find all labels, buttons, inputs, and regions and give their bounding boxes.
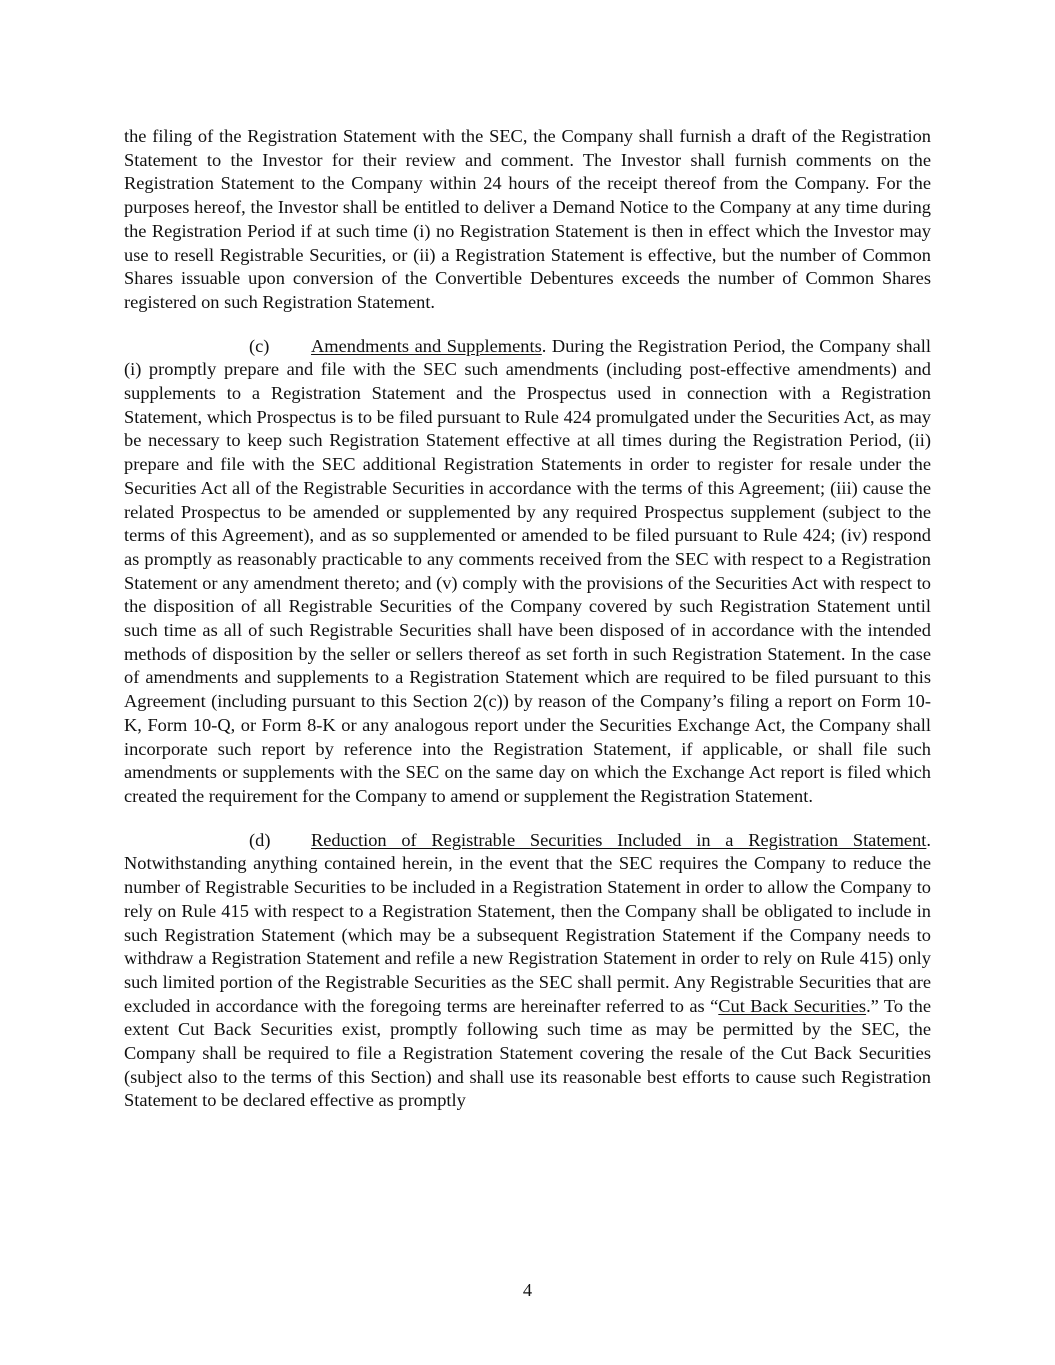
section-d-heading-punct: . xyxy=(926,829,931,850)
paragraph-continuation-text: the filing of the Registration Statement with the SEC, the Company shall furnish a draft of the Registration Statement to the Investor for their review and comment. The Investor shall furnish comments on the Registration Statement to the Company within 24 hours of the receipt thereof from the Company. For the purposes hereof, the Investor shall be entitled to deliver a Demand Notice to the Company at any time during the Registration Period if at such time (i) no Registration Statement is then in effect which the Investor may use to resell Registrable Securities, or (ii) a Registration Statement is effective, but the number of Common Shares issuable upon conversion of the Convertible Debentures exceeds the number of Common Shares registered on such Registration Statement. xyxy=(124,126,931,312)
page-number: 4 xyxy=(522,1280,533,1300)
paragraph-continuation xyxy=(124,125,931,315)
section-c-heading: Amendments and Supplements xyxy=(311,335,542,356)
section-d-paragraph xyxy=(124,829,931,1113)
section-d-label: (d) xyxy=(249,829,271,850)
section-c-text: During the Registration Period, the Company shall (i) promptly prepare and file with the SEC such amendments (including post-effective amendments) and supplements to a Registration Statement and the Prospectus used in connection with a Registration Statement, which Prospectus is to be filed pursuant to Rule 424 promulgated under the Securities Act, as may be necessary to keep such Registration Statement effective at all times during the Registration Period, (ii) prepare and file with the SEC additional Registration Statements in order to register for resale under the Securities Act all of the Registrable Securities in accordance with the terms of this Agreement; (iii) cause the related Prospectus to be amended or supplemented by any required Prospectus supplement (subject to the terms of this Agreement), and as so supplemented or amended to be filed pursuant to Rule 424; (iv) respond as promptly as reasonably practicable to any comments received from the SEC with respect to a Registration Statement or any amendment thereto; and (v) comply with the provisions of the Securities Act with respect to the disposition of all Registrable Securities of the Company covered by such Registration Statement until such time as all of such Registrable Securities shall have been disposed of in accordance with the intended methods of disposition by the seller or sellers thereof as set forth in such Registration Statement. In the case of amendments and supplements to a Registration Statement which are required to be filed pursuant to this Agreement (including pursuant to this Section 2(c)) by reason of the Company’s filing a report on Form 10-K, Form 10-Q, or Form 8-K or any analogous report under the Securities Exchange Act, the Company shall incorporate such report by reference into the Registration Statement, if applicable, or shall file such amendments or supplements with the SEC on the same day on which the Exchange Act report is filed which created the requirement for the Company to amend or supplement the Registration Statement. xyxy=(124,335,931,806)
defined-term-cut-back-securities: Cut Back Securities xyxy=(718,995,867,1016)
section-d-heading: Reduction of Registrable Securities Included in a Registration Statement xyxy=(311,829,927,850)
section-d-text-before-term: Notwithstanding anything contained herein, in the event that the SEC requires the Company to reduce the number of Registrable Securities to be included in a Registration Statement in order to allow the Company to rely on Rule 415 with respect to a Registration Statement, then the Company shall be obligated to include in such Registration Statement (which may be a subsequent Registration Statement if the Company needs to withdraw a Registration Statement and refile a new Registration Statement in order to rely on Rule 415) only such limited portion of the Registrable Securities as the SEC shall permit. Any Registrable Securities that are excluded in accordance with the foregoing terms are hereinafter referred to as “ xyxy=(124,853,931,1016)
section-d-text-after-term: .” To the extent Cut Back Securities exist, promptly following such time as may be permitted by the SEC, the Company shall be required to file a Registration Statement covering the resale of the Cut Back Securities (subject also to the terms of this Section) and shall use its reasonable best efforts to cause such Registration Statement to be declared effective as promptly xyxy=(124,995,931,1111)
section-c-paragraph xyxy=(124,335,931,809)
section-c-label: (c) xyxy=(249,335,270,356)
document-body xyxy=(124,125,931,1113)
section-c-heading-punct: . xyxy=(541,335,547,356)
